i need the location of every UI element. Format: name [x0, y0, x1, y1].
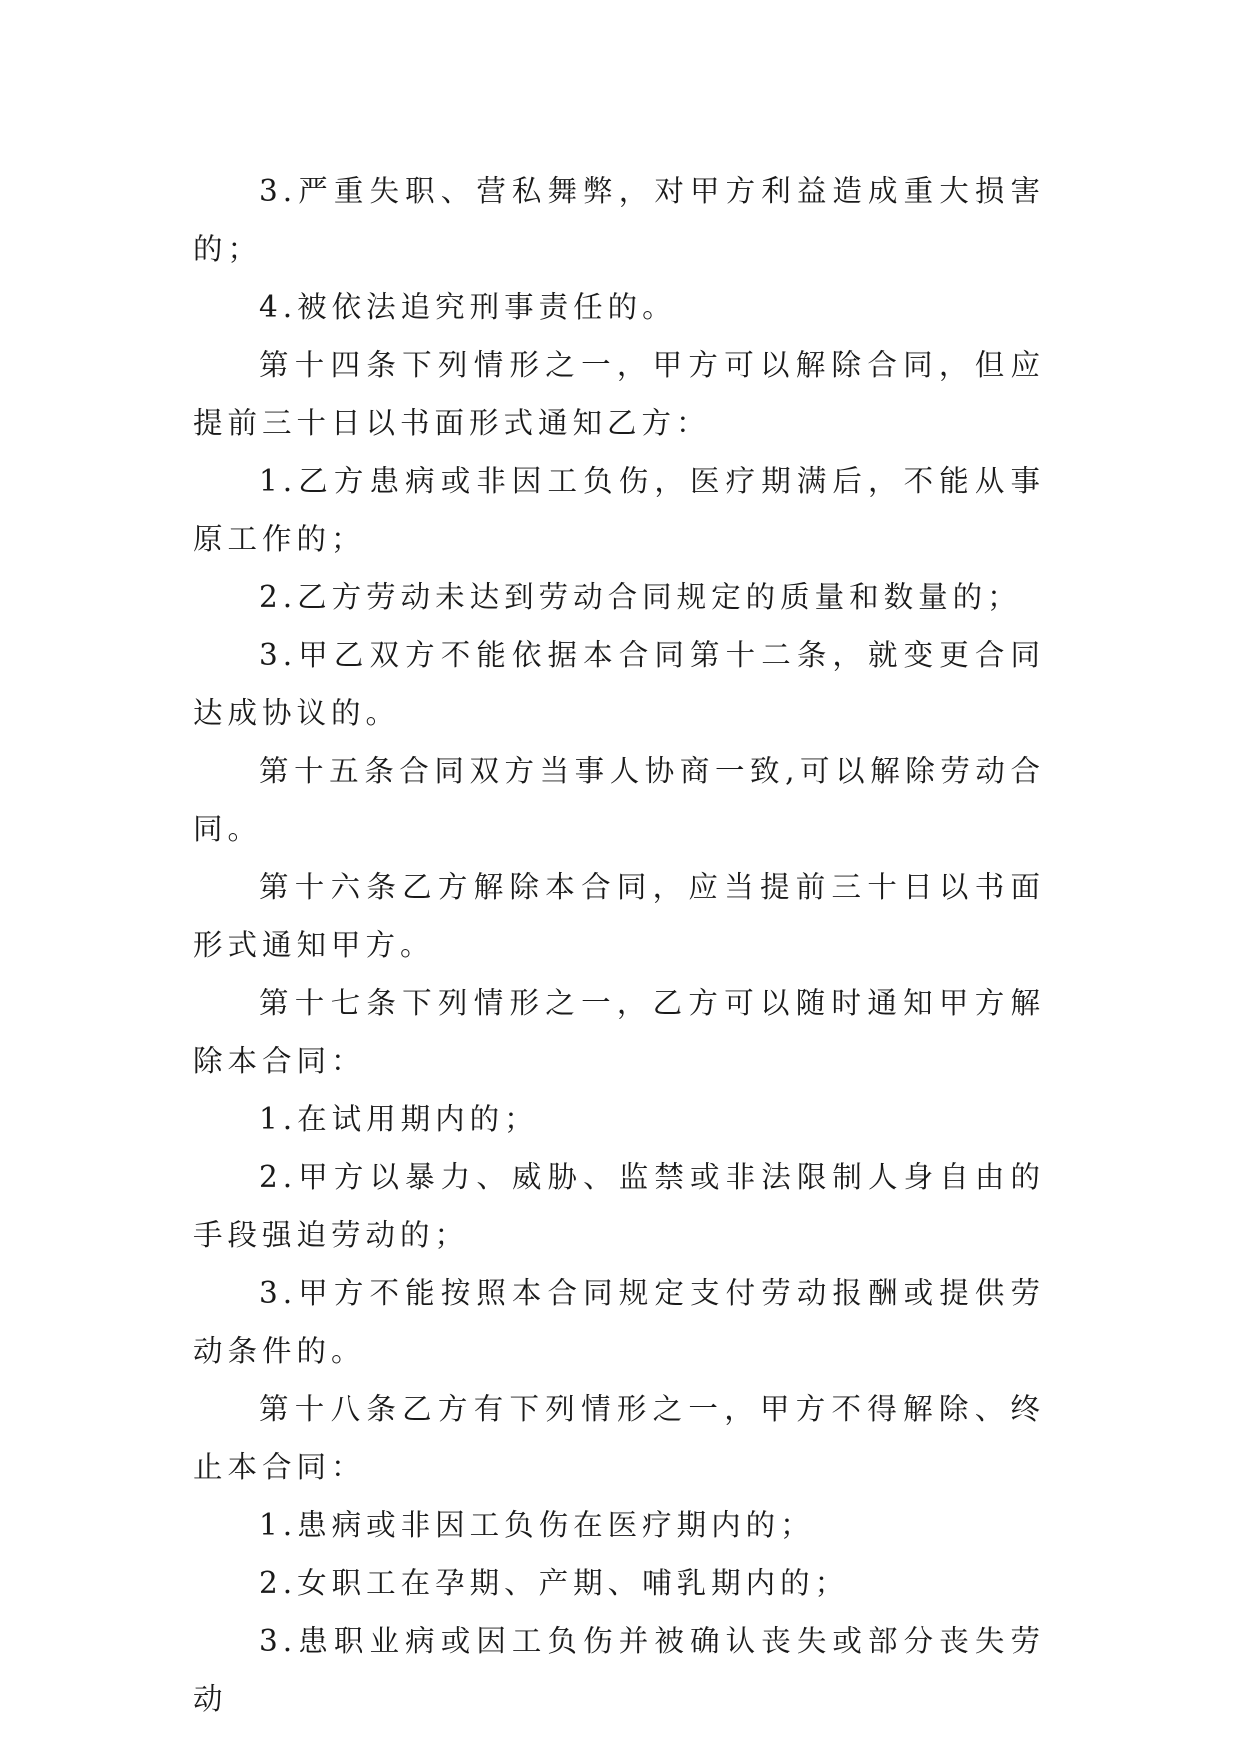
paragraph: 1.在试用期内的； — [259, 1102, 539, 1136]
paragraph: 第十四条下列情形之一，甲方可以解除合同，但应提前三十日以书面形式通知乙方： — [193, 348, 1045, 440]
paragraph: 1.乙方患病或非因工负伤，医疗期满后，不能从事原工作的； — [193, 464, 1045, 556]
paragraph: 4.被依法追究刑事责任的。 — [259, 290, 677, 324]
paragraph: 2.乙方劳动未达到劳动合同规定的质量和数量的； — [259, 580, 1022, 614]
paragraph: 2.女职工在孕期、产期、哺乳期内的； — [259, 1566, 850, 1600]
paragraph: 1.患病或非因工负伤在医疗期内的； — [259, 1508, 815, 1542]
paragraph: 3.甲乙双方不能依据本合同第十二条，就变更合同达成协议的。 — [193, 638, 1045, 730]
paragraph: 第十七条下列情形之一，乙方可以随时通知甲方解除本合同： — [193, 986, 1045, 1078]
document-body — [193, 162, 1045, 1728]
paragraph: 2.甲方以暴力、威胁、监禁或非法限制人身自由的手段强迫劳动的； — [193, 1160, 1045, 1252]
paragraph: 第十八条乙方有下列情形之一，甲方不得解除、终止本合同： — [193, 1392, 1045, 1484]
paragraph: 第十六条乙方解除本合同，应当提前三十日以书面形式通知甲方。 — [193, 870, 1045, 962]
paragraph: 3.患职业病或因工负伤并被确认丧失或部分丧失劳动 — [193, 1624, 1045, 1716]
paragraph: 3.甲方不能按照本合同规定支付劳动报酬或提供劳动条件的。 — [193, 1276, 1045, 1368]
paragraph: 3.严重失职、营私舞弊，对甲方利益造成重大损害的； — [193, 174, 1045, 266]
paragraph: 第十五条合同双方当事人协商一致,可以解除劳动合同。 — [193, 754, 1045, 846]
